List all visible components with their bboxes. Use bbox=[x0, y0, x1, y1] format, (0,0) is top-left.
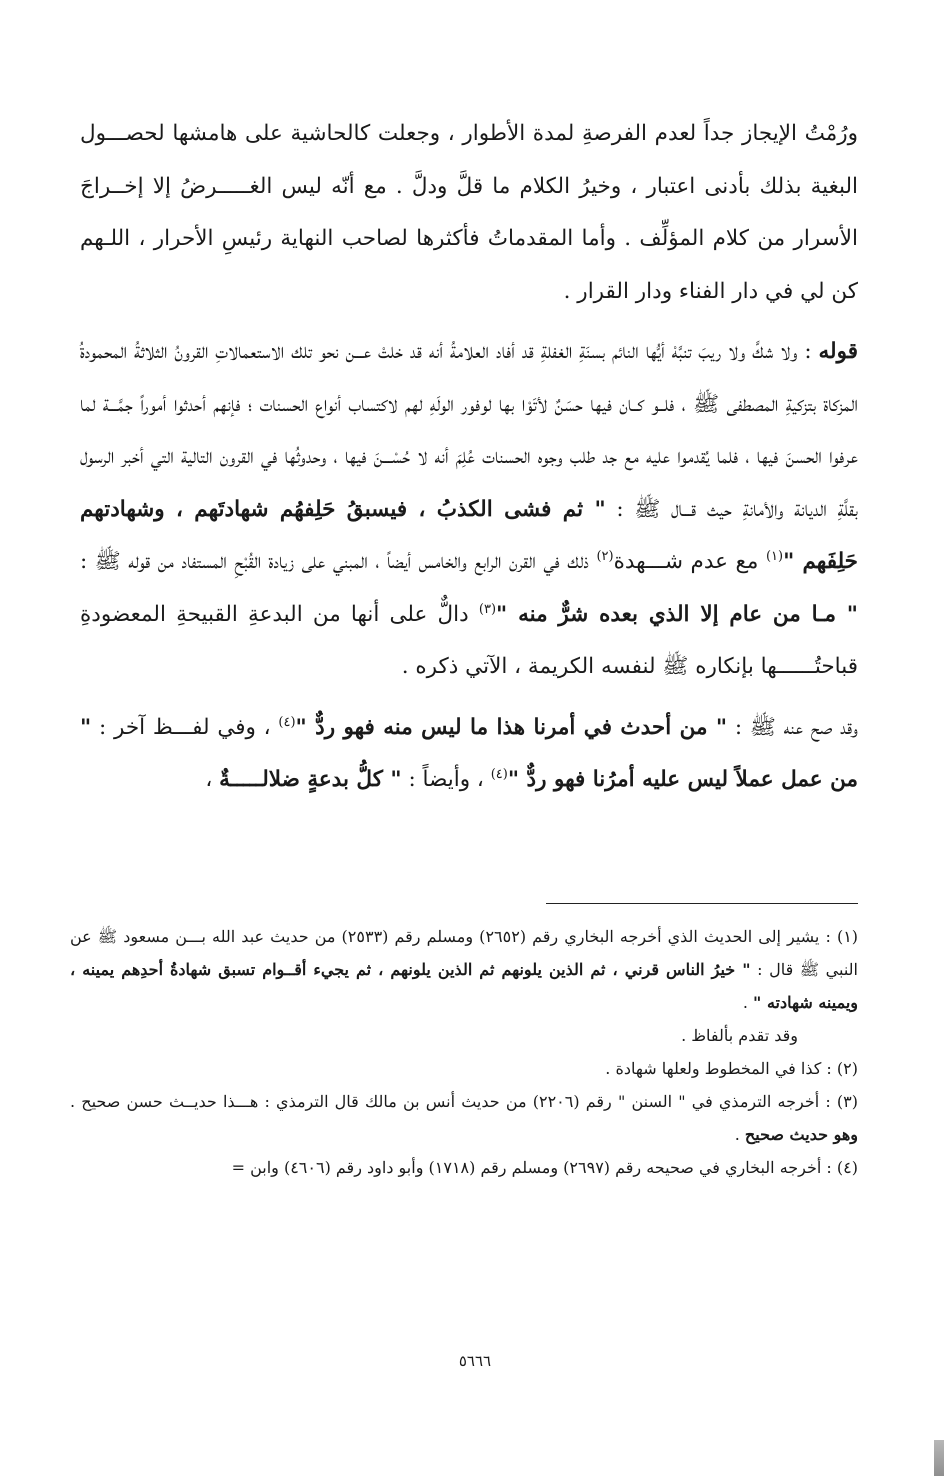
footnote-4-number: (٤) bbox=[836, 1158, 858, 1177]
hadith-quote-4: " من عمل عملاً ليس عليه أمرُنا فهو ردٌّ " bbox=[80, 714, 858, 792]
footnote-3-grading: وهو حديث صحيح bbox=[744, 1125, 858, 1144]
paragraph-2-text-1: : ولا شكَّ ولا ريبَ تنبَّهْ أيُّها النائم بسنَةِ الغفلةِ قد أفاد العلامةُ أنه قد خلتْ عـــن نحو تلك الاستعمالاتِ القرونُ الثلاثةُ المحمودةُ المزكاة بتزكيةِ المصطفى ﷺ ، فلــو كــان فيها حسَنٌ لأتَوْا بها لوفور الولَهِ لهم لاكتساب أنواع الحسنات ؛ فإنهم أحدثوا أموراً جمَّـــة لما عرفوا الحسنَ فيها ، فلما يُقدموا عليه مع جد طلب وجوه الحسنات عُلِمَ أنه لا حُسْـــنَ فيها ، وحدوثُها في القرون التالية التي أخبر الرسول بقلَّةِ الديانة والأمانةِ حيث قـــال ﷺ : bbox=[80, 339, 858, 522]
paragraph-1-text: ورُمْتُ الإيجاز جداً لعدم الفرصةِ لمدة الأطوار ، وجعلت كالحاشية على هامشها لحصـــول البغية بذلك بأدنى اعتبار ، وخيرُ الكلام ما قلَّ ودلَّ . مع أنّه ليس الغـــــرضُ إلا إخــراجَ الأسرار من كلام المؤلِّف . وأما المقدماتُ فأكثرها لصاحب النهاية رئيسِ الأحرار ، اللـهم كن لي في دار الفناء ودار القرار . bbox=[80, 121, 858, 304]
footnote-4 bbox=[70, 1151, 858, 1184]
hadith-quote-3: " من أحدث في أمرنا هذا ما ليس منه فهو ردٌّ " bbox=[295, 714, 728, 740]
footnote-3 bbox=[70, 1085, 858, 1151]
footnotes bbox=[70, 920, 858, 1184]
footnote-2-text: : كذا في المخطوط ولعلها شهادة . bbox=[605, 1059, 837, 1078]
footnote-1-text: : يشير إلى الحديث الذي أخرجه البخاري رقم (٢٦٥٢) ومسلم رقم (٢٥٣٣) من حديث عبد الله بـــن مسعود ﷺ عن النبي ﷺ قال : bbox=[70, 927, 858, 979]
footnote-3-text: : أخرجه الترمذي في " السنن " رقم (٢٢٠٦) من حديث أنس بن مالك قال الترمذي : هـــذا حديــث حسن صحيح . bbox=[70, 1092, 837, 1111]
footnote-4-text: : أخرجه البخاري في صحيحه رقم (٢٦٩٧) ومسلم رقم (١٧١٨) وأبو داود رقم (٤٦٠٦) وابن = bbox=[231, 1158, 837, 1177]
footnote-ref-4b[interactable]: (٤) bbox=[490, 766, 508, 782]
scan-edge-mark bbox=[934, 1440, 944, 1476]
footnote-1-quote: " خيرُ الناس قرني ، ثم الذين يلونهم ثم الذين يلونهم ، ثم يجيء أقــوام تسبق شهادةُ أحدِهم يمينه ، ويمينه شهادته " bbox=[70, 960, 858, 1012]
footnote-2-number: (٢) bbox=[836, 1059, 858, 1078]
hadith-quote-2: " مـا من عام إلا الذي بعده شرٌّ منه " bbox=[496, 601, 858, 627]
main-text bbox=[80, 108, 858, 807]
footnote-1-number: (١) bbox=[836, 927, 859, 946]
hadith-quote-1: " ثم فشى الكذبُ ، فيسبقُ حَلِفهُم شهادتَهم ، وشهادتهم حَلِفَهم " bbox=[80, 496, 858, 574]
paragraph-2 bbox=[80, 326, 858, 694]
footnote-3-end: . bbox=[734, 1125, 745, 1144]
paragraph-2-text-4: دالٌّ على أنها من البدعةِ القبيحةِ المعضودةِ قباحتُــــــها بإنكاره ﷺ لنفسه الكريمة ، الآتي ذكره . bbox=[80, 601, 858, 679]
footnote-ref-1[interactable]: (١) bbox=[765, 548, 784, 564]
paragraph-3-text-1: وقد صح عنه ﷺ : bbox=[727, 714, 858, 740]
paragraph-3-text-3: ، وأيضاً : bbox=[401, 767, 491, 792]
footnote-1-remark: وقد تقدم بألفاظ . bbox=[681, 1026, 798, 1045]
lead-word: قوله bbox=[818, 339, 858, 364]
paragraph-2-text-3: ذلك في القرن الرابع والخامس أيضاً ، المبني على زيادة القُبْحِ المستفاد من قوله ﷺ : bbox=[80, 549, 597, 574]
paragraph-2-text-2: مع عدم شـــهدة bbox=[613, 549, 766, 574]
paragraph-3 bbox=[80, 702, 858, 807]
paragraph-3-text-2: ، وفي لفـــظ آخر : bbox=[91, 714, 279, 740]
page-number: ٥٦٦٦ bbox=[458, 1352, 492, 1370]
footnote-3-number: (٣) bbox=[836, 1092, 858, 1111]
footnote-1 bbox=[70, 920, 858, 1019]
hadith-quote-5: " كلُّ بدعةٍ ضلالـــــةٌ bbox=[219, 767, 402, 792]
paragraph-3-text-4: ، bbox=[205, 767, 220, 792]
footnote-separator bbox=[546, 903, 858, 904]
footnote-2 bbox=[70, 1052, 858, 1085]
footnote-1-end: . bbox=[742, 993, 754, 1012]
paragraph-1 bbox=[80, 108, 858, 318]
footnote-ref-2[interactable]: (٢) bbox=[596, 548, 614, 564]
footnote-ref-4a[interactable]: (٤) bbox=[278, 714, 296, 730]
footnote-ref-3[interactable]: (٣) bbox=[478, 601, 497, 617]
